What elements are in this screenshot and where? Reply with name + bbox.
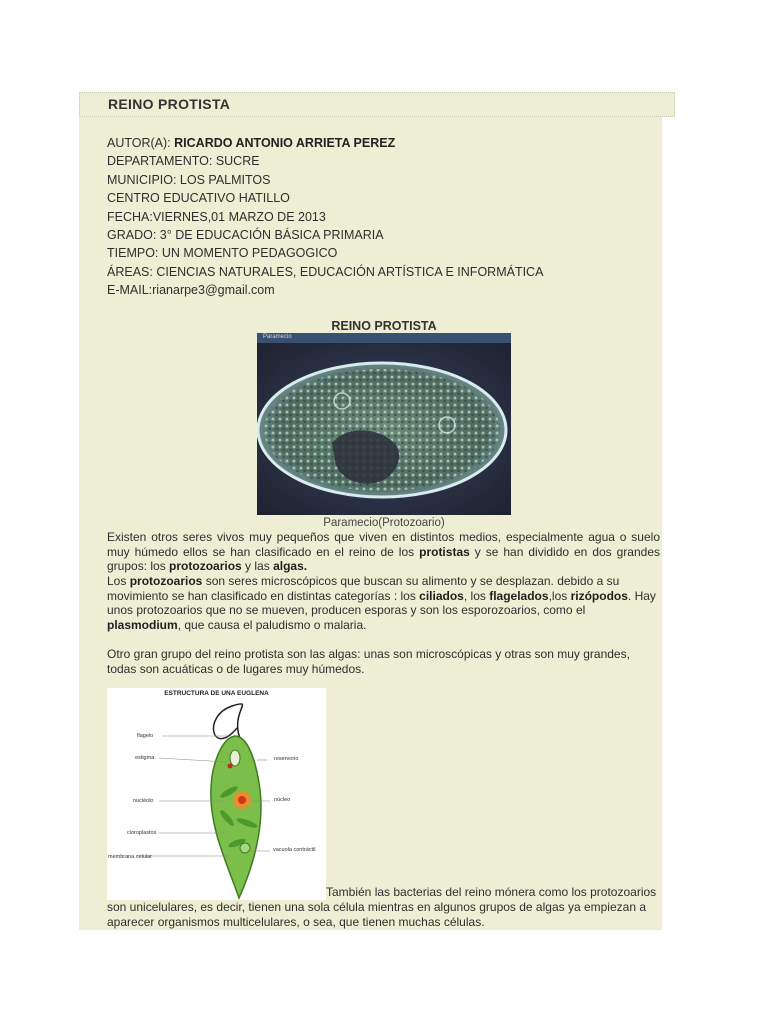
- grade-line: GRADO: 3° DE EDUCACIÓN BÁSICA PRIMARIA: [107, 227, 384, 242]
- areas-line: ÁREAS: CIENCIAS NATURALES, EDUCACIÓN ARTÍSTICA E INFORMÁTICA: [107, 264, 544, 279]
- label-estigma: estigma: [135, 755, 155, 761]
- bold-term: protozoarios: [169, 559, 242, 574]
- time-line: TIEMPO: UN MOMENTO PEDAGOGICO: [107, 246, 338, 261]
- department-line: DEPARTAMENTO: SUCRE: [107, 154, 260, 169]
- page-title: REINO PROTISTA: [108, 96, 231, 112]
- text-run: Los: [107, 574, 130, 588]
- text-run: son seres microscópicos que buscan su alimento y se desplazan. debido a su movimiento se han clasificado en distintas categorías : los: [107, 574, 620, 603]
- paragraph-intro: [107, 530, 660, 574]
- text-run: ,los: [548, 588, 571, 603]
- label-nucleo: núcleo: [274, 797, 291, 803]
- text-run: También las bacterias del reino mónera como los protozoarios son unicelulares, es decir, tienen una sola célula mientras en algunos grupos de algas ya empiezan a aparecer organismos multicelulares, o sea, que tienen muchas células.: [107, 885, 657, 929]
- author-label: AUTOR(A):: [107, 136, 175, 150]
- bold-term: flagelados: [489, 588, 549, 603]
- figure-title: REINO PROTISTA: [331, 319, 437, 333]
- label-membrana: membrana celular: [108, 854, 153, 860]
- diagram-title: ESTRUCTURA DE UNA EUGLENA: [164, 690, 269, 697]
- paragraph-protozoa: [107, 574, 660, 632]
- euglena-illustration: [107, 688, 326, 900]
- label-vacuola: vacuola contráctil: [273, 847, 316, 853]
- header-bar: [79, 92, 675, 117]
- label-nucleolo: nucléolo: [133, 798, 154, 804]
- school-line: CENTRO EDUCATIVO HATILLO: [107, 191, 290, 206]
- euglena-diagram: [107, 688, 326, 900]
- bold-term: rizópodos: [570, 588, 628, 603]
- author-line: [107, 134, 543, 152]
- text-run: . Hay unos protozoarios que no se mueven, producen esporas y son los esporozoarios, como el: [107, 588, 656, 618]
- bold-term: ciliados: [419, 588, 464, 603]
- label-reservorio: reservorio: [274, 756, 299, 762]
- text-run: Existen otros seres vivos muy pequeños que viven en distintos medios, especialmente agua o suelo muy húmedo ellos se han clasificado en el reino de los: [107, 530, 660, 559]
- image-strip-label: Paramecio: [263, 334, 292, 340]
- date-line: FECHA:VIERNES,01 MARZO DE 2013: [107, 209, 326, 224]
- text-run: , los: [463, 588, 490, 603]
- metadata-block: [107, 134, 543, 300]
- bold-term: plasmodium: [107, 617, 178, 632]
- author-name: RICARDO ANTONIO ARRIETA PEREZ: [174, 136, 396, 150]
- email-line: E-MAIL:rianarpe3@gmail.com: [107, 283, 275, 298]
- paragraph-algae: Otro gran grupo del reino protista son las algas: unas son microscópicas y otras son muy grandes, todas son acuáticas o de lugares muy húmedos.: [107, 647, 630, 676]
- text-run: y se han dividido en dos grandes grupos: los: [107, 544, 660, 574]
- bold-term: protistas: [419, 544, 470, 559]
- post-body: [79, 117, 662, 930]
- label-cloroplastos: cloroplastos: [127, 830, 157, 836]
- label-flagelo: flagelo: [137, 733, 154, 739]
- bold-term: protozoarios: [129, 574, 203, 588]
- text-run: y las: [241, 559, 274, 574]
- municipality-line: MUNICIPIO: LOS PALMITOS: [107, 172, 271, 187]
- bold-term: algas.: [273, 559, 308, 574]
- paramecium-image: [257, 333, 511, 515]
- paragraph-bacteria: [107, 885, 660, 930]
- text-run: , que causa el paludismo o malaria.: [177, 617, 367, 632]
- paramecium-illustration: [257, 333, 511, 515]
- figure-caption: Paramecio(Protozoario): [323, 517, 445, 529]
